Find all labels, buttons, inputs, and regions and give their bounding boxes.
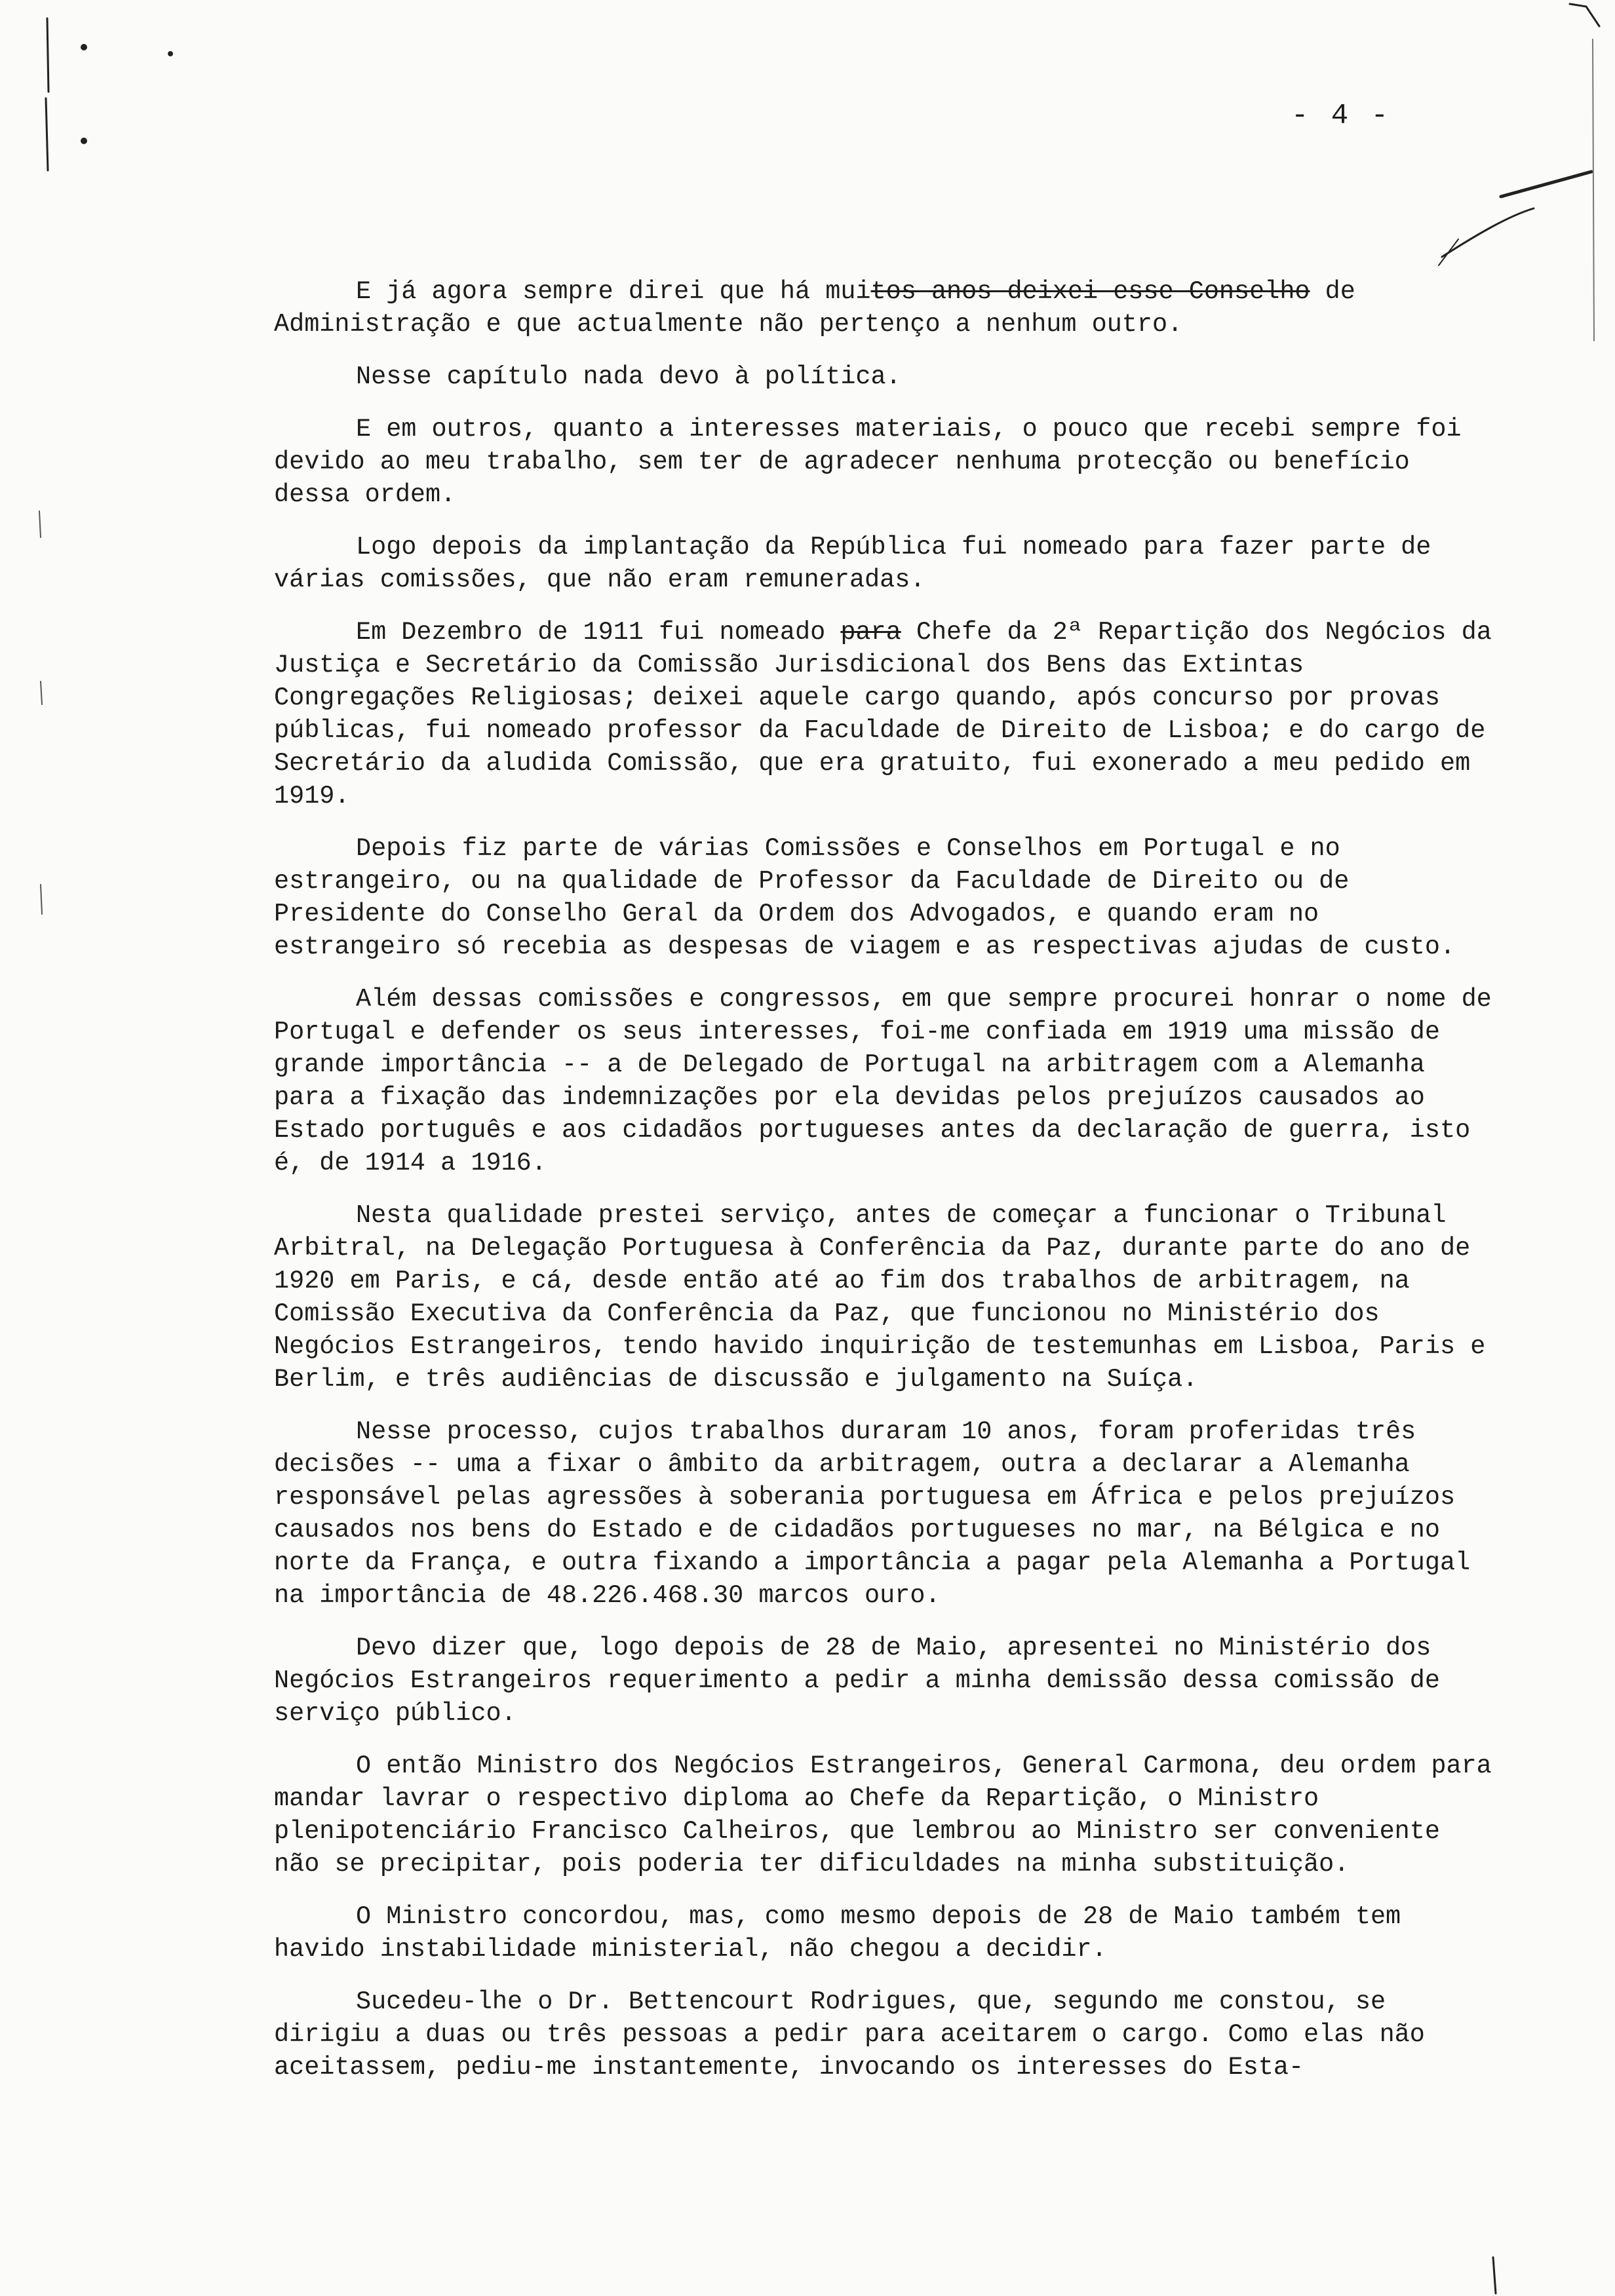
paragraph-1-lead: E já agora sempre direi que há mui: [356, 277, 871, 306]
paragraph-6: Depois fiz parte de várias Comissões e Conselhos em Portugal e no estrangeiro, ou na qualidade de Professor da Faculdade de Direito ou de Presidente do Conselho Geral da Ordem dos Advogados, e quando eram no estrangeiro só recebia as despesas de viagem e as respectivas ajudas de custo.: [274, 834, 1456, 961]
margin-mark-left-small: [39, 511, 42, 914]
margin-dot-2: [168, 51, 173, 56]
paragraph-1-rest: de Administração e que actualmente não pertenço a nenhum outro.: [274, 277, 1355, 339]
paragraph-4: Logo depois da implantação da República fui nomeado para fazer parte de várias comissões, que não eram remuneradas.: [274, 533, 1431, 594]
paragraph-9: Nesse processo, cujos trabalhos duraram 10 anos, foram proferidas três decisões -- uma a fixar o âmbito da arbitragem, outra a declarar a Alemanha responsável pelas agressões à soberania portuguesa em África e pelos prejuízos causados nos bens do Estado e de cidadãos portugueses no mar, na Bélgica e no norte da França, e outra fixando a importância a pagar pela Alemanha a Portugal na importância de 48.226.468.30 marcos ouro.: [274, 1417, 1471, 1610]
paragraph-5-struck-text: para: [840, 618, 901, 647]
paragraph-7: Além dessas comissões e congressos, em que sempre procurei honrar o nome de Portugal e defender os seus interesses, foi-me confiada em 1919 uma missão de grande importância -- a de Delegado de Portugal na arbitragem com a Alemanha para a fixação das indemnizações por ela devidas pelos prejuízos causados ao Estado português e aos cidadãos portugueses antes da declaração de guerra, isto é, de 1914 a 1916.: [274, 985, 1492, 1177]
paragraph-5: [274, 616, 1493, 813]
paragraph-13: Sucedeu-lhe o Dr. Bettencourt Rodrigues, que, segundo me constou, se dirigiu a duas ou três pessoas a pedir para aceitarem o cargo. Como elas não aceitassem, pediu-me instantemente, invocando os interesses do Esta-: [274, 1987, 1425, 2082]
paragraph-2: Nesse capítulo nada devo à política.: [356, 362, 901, 391]
paragraph-1-struck-text: tos anos deixei esse Conselho: [870, 277, 1310, 306]
pen-stroke-right-upper: [1501, 172, 1591, 197]
pen-stroke-right-lower: [1442, 208, 1534, 257]
page-number: - 4 -: [1291, 100, 1391, 132]
paragraph-11: O então Ministro dos Negócios Estrangeiros, General Carmona, deu ordem para mandar lavrar o respectivo diploma ao Chefe da Repartição, o Ministro plenipotenciário Francisco Calheiros, que lembrou ao Ministro ser conveniente não se precipitar, pois poderia ter dificuldades na minha substituição.: [274, 1751, 1492, 1879]
paragraph-10: Devo dizer que, logo depois de 28 de Maio, apresentei no Ministério dos Negócios Estrangeiros requerimento a pedir a minha demissão dessa comissão de serviço público.: [274, 1634, 1440, 1728]
paragraph-8: Nesta qualidade prestei serviço, antes de começar a funcionar o Tribunal Arbitral, na Delegação Portuguesa à Conferência da Paz, durante parte do ano de 1920 em Paris, e cá, desde então até ao fim dos trabalhos de arbitragem, na Comissão Executiva da Conferência da Paz, que funcionou no Ministério dos Negócios Estrangeiros, tendo havido inquirição de testemunhas em Lisboa, Paris e Berlim, e três audiências de discussão e julgamento na Suíça.: [274, 1201, 1486, 1394]
margin-dot-3: [81, 138, 87, 144]
margin-dot-1: [81, 44, 87, 50]
paragraph-5-lead: Em Dezembro de 1911 fui nomeado: [356, 618, 841, 647]
paragraph-3: E em outros, quanto a interesses materiais, o pouco que recebi sempre foi devido ao meu trabalho, sem ter de agradecer nenhuma protecção ou benefício dessa ordem.: [274, 415, 1462, 509]
paragraph-5-rest: Chefe da 2ª Repartição dos Negócios da Justiça e Secretário da Comissão Jurisdicional dos Bens das Extintas Congregações Religiosas; deixei aquele cargo quando, após concurso por provas públicas, fui nomeado professor da Faculdade de Direito de Lisboa; e do cargo de Secretário da aludida Comissão, que era gratuito, fui exonerado a meu pedido em 1919.: [274, 618, 1492, 811]
margin-mark-right-edge: [1593, 39, 1594, 341]
document-body: [274, 275, 1493, 2103]
paragraph-12: O Ministro concordou, mas, como mesmo depois de 28 de Maio também tem havido instabilidade ministerial, não chegou a decidir.: [274, 1902, 1401, 1964]
margin-mark-left: [46, 18, 49, 170]
paragraph-1: [274, 275, 1493, 341]
corner-mark-top-right: [1570, 4, 1599, 26]
underline-page-end: [1493, 2257, 1496, 2293]
pen-stroke-right-tick: [1439, 239, 1458, 265]
